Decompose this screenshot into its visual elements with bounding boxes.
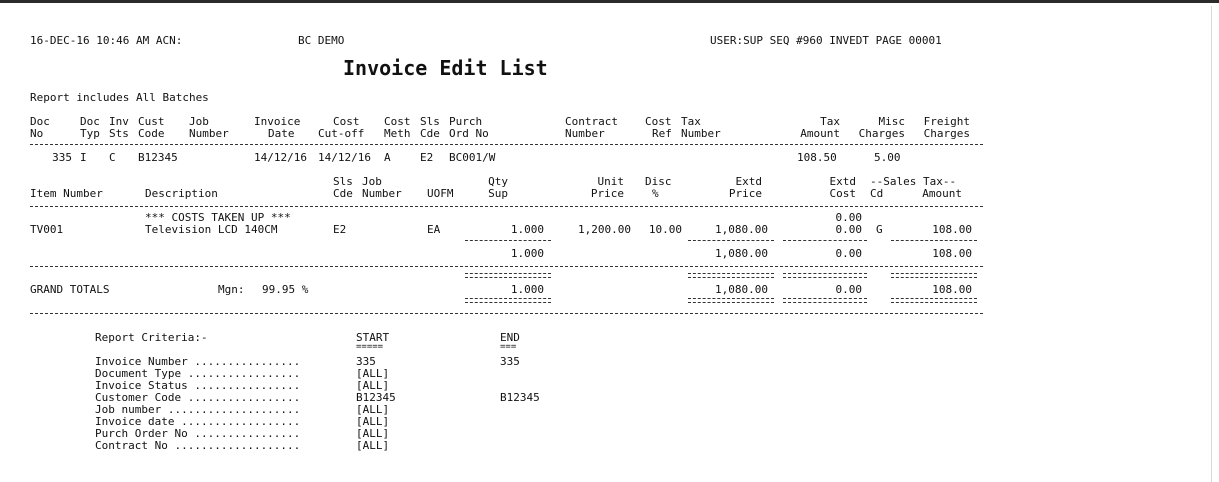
costs-taken-up-note: *** COSTS TAKEN UP *** bbox=[145, 211, 291, 224]
criteria-start: [ALL] bbox=[356, 367, 390, 380]
criteria-end: B12345 bbox=[500, 391, 540, 404]
grand-total-rule bbox=[465, 298, 551, 303]
batch-scope-note: Report includes All Batches bbox=[30, 91, 209, 104]
grand-total-rule bbox=[465, 273, 551, 278]
col-disc-1: Disc bbox=[645, 175, 672, 188]
criteria-start-underline: ===== bbox=[356, 342, 384, 352]
col-cost-meth-2: Meth bbox=[384, 127, 411, 140]
col-item-job-2: Number bbox=[362, 187, 402, 200]
col-purch-ord-2: Ord No bbox=[449, 127, 489, 140]
subtotal-rule bbox=[891, 240, 977, 241]
grand-total-rule bbox=[783, 273, 867, 278]
divider bbox=[30, 144, 983, 145]
criteria-start: [ALL] bbox=[356, 415, 390, 428]
col-freight-charges-2: Charges bbox=[923, 127, 970, 140]
col-sls-cde-2: Cde bbox=[420, 127, 440, 140]
item-description: Television LCD 140CM bbox=[145, 223, 278, 236]
col-item-sls-2: Cde bbox=[333, 187, 353, 200]
col-purch-ord-1: Purch bbox=[449, 115, 483, 128]
col-extd-cost-2: Cost bbox=[829, 187, 856, 200]
item-uofm: EA bbox=[427, 223, 441, 236]
company-name: BC DEMO bbox=[298, 34, 345, 47]
subtotal-extd-price: 1,080.00 bbox=[715, 247, 768, 260]
invoice-doc-typ: I bbox=[80, 151, 87, 164]
col-tax-number-2: Number bbox=[681, 127, 721, 140]
col-cost-ref-2: Ref bbox=[652, 127, 672, 140]
invoice-cost-cutoff: 14/12/16 bbox=[318, 151, 371, 164]
margin-value: 99.95 % bbox=[262, 283, 309, 296]
col-inv-sts-2: Sts bbox=[109, 127, 129, 140]
col-tax-amount: Amount bbox=[922, 187, 962, 200]
margin-label: Mgn: bbox=[218, 283, 245, 296]
invoice-doc-no: 335 bbox=[52, 151, 72, 164]
col-doc-typ-1: Doc bbox=[80, 115, 100, 128]
col-description: Description bbox=[145, 187, 218, 200]
invoice-status: C bbox=[109, 151, 116, 164]
invoice-cust-code: B12345 bbox=[138, 151, 178, 164]
criteria-end-underline: === bbox=[500, 342, 517, 352]
criteria-start-label: START bbox=[356, 331, 390, 344]
criteria-label: Contract No ................... bbox=[95, 439, 301, 452]
col-tax-amount-1: Tax bbox=[820, 115, 840, 128]
subtotal-tax-amount: 108.00 bbox=[932, 247, 972, 260]
col-unit-price-1: Unit bbox=[597, 175, 624, 188]
grand-total-rule bbox=[688, 298, 774, 303]
item-sls-cde: E2 bbox=[333, 223, 347, 236]
col-doc-typ-2: Typ bbox=[80, 127, 100, 140]
criteria-start: [ALL] bbox=[356, 379, 390, 392]
criteria-end: 335 bbox=[500, 355, 520, 368]
col-contract-2: Number bbox=[565, 127, 605, 140]
col-cost-ref-1: Cost bbox=[645, 115, 672, 128]
item-qty-sup: 1.000 bbox=[510, 223, 544, 236]
grand-extd-cost: 0.00 bbox=[835, 283, 862, 296]
col-doc-no-1: Doc bbox=[30, 115, 50, 128]
grand-total-rule bbox=[688, 273, 774, 278]
col-disc-2: % bbox=[652, 187, 659, 200]
col-extd-price-1: Extd bbox=[735, 175, 762, 188]
criteria-label: Invoice Number ................ bbox=[95, 355, 301, 368]
subtotal-rule bbox=[465, 240, 551, 241]
criteria-start: [ALL] bbox=[356, 403, 390, 416]
item-extd-price: 1,080.00 bbox=[715, 223, 768, 236]
col-misc-charges-1: Misc bbox=[878, 115, 905, 128]
invoice-purch-ord: BC001/W bbox=[449, 151, 496, 164]
item-number: TV001 bbox=[30, 223, 64, 236]
grand-total-rule bbox=[783, 298, 867, 303]
invoice-tax-amount: 108.50 bbox=[797, 151, 837, 164]
col-qty-1: Qty bbox=[488, 175, 508, 188]
invoice-misc-charges: 5.00 bbox=[874, 151, 901, 164]
col-cost-cutoff-1: Cost bbox=[333, 115, 360, 128]
item-unit-price: 1,200.00 bbox=[578, 223, 631, 236]
col-misc-charges-2: Charges bbox=[858, 127, 905, 140]
report-datetime: 16-DEC-16 10:46 AM ACN: bbox=[30, 34, 183, 47]
criteria-label: Customer Code ................. bbox=[95, 391, 301, 404]
invoice-sls-cde: E2 bbox=[420, 151, 434, 164]
col-item-job-1: Job bbox=[362, 175, 382, 188]
col-invoice-date-2: Date bbox=[268, 127, 295, 140]
subtotal-rule bbox=[783, 240, 867, 241]
criteria-label: Purch Order No ................ bbox=[95, 427, 301, 440]
note-cost: 0.00 bbox=[835, 211, 862, 224]
criteria-label: Document Type ................. bbox=[95, 367, 301, 380]
col-uofm: UOFM bbox=[427, 187, 454, 200]
subtotal-qty: 1.000 bbox=[510, 247, 544, 260]
grand-total-rule bbox=[891, 298, 977, 303]
col-tax-amount-2: Amount bbox=[800, 127, 840, 140]
item-extd-cost: 0.00 bbox=[835, 223, 862, 236]
col-job-number-1: Job bbox=[189, 115, 209, 128]
grand-totals-label: GRAND TOTALS bbox=[30, 283, 110, 296]
col-item-sls-1: Sls bbox=[333, 175, 353, 188]
criteria-end-label: END bbox=[500, 331, 520, 344]
col-tax-number-1: Tax bbox=[681, 115, 701, 128]
col-sales-tax: --Sales Tax-- bbox=[870, 175, 957, 188]
user-seq-page: USER:SUP SEQ #960 INVEDT PAGE 00001 bbox=[710, 34, 942, 47]
criteria-label: Invoice Status ................ bbox=[95, 379, 301, 392]
invoice-date: 14/12/16 bbox=[254, 151, 307, 164]
invoice-cost-meth: A bbox=[384, 151, 391, 164]
criteria-heading: Report Criteria:- bbox=[95, 331, 208, 344]
criteria-start: [ALL] bbox=[356, 439, 390, 452]
col-extd-price-2: Price bbox=[728, 187, 762, 200]
col-extd-cost-1: Extd bbox=[829, 175, 856, 188]
divider bbox=[30, 206, 983, 207]
col-inv-sts-1: Inv bbox=[109, 115, 129, 128]
col-cust-code-2: Code bbox=[138, 127, 165, 140]
col-invoice-date-1: Invoice bbox=[254, 115, 301, 128]
subtotal-rule bbox=[688, 240, 774, 241]
col-freight-charges-1: Freight bbox=[923, 115, 970, 128]
report-title: Invoice Edit List bbox=[343, 56, 548, 80]
item-disc: 10.00 bbox=[648, 223, 682, 236]
col-unit-price-2: Price bbox=[590, 187, 624, 200]
criteria-start: [ALL] bbox=[356, 427, 390, 440]
divider bbox=[30, 313, 983, 314]
col-cost-cutoff-2: Cut-off bbox=[318, 127, 365, 140]
col-job-number-2: Number bbox=[189, 127, 229, 140]
item-tax-amount: 108.00 bbox=[932, 223, 972, 236]
grand-total-rule bbox=[891, 273, 977, 278]
col-doc-no-2: No bbox=[30, 127, 44, 140]
criteria-label: Job number .................... bbox=[95, 403, 301, 416]
item-tax-cd: G bbox=[876, 223, 883, 236]
col-cost-meth-1: Cost bbox=[384, 115, 411, 128]
divider bbox=[30, 266, 983, 267]
grand-qty: 1.000 bbox=[510, 283, 544, 296]
col-qty-2: Sup bbox=[488, 187, 508, 200]
col-cust-code-1: Cust bbox=[138, 115, 165, 128]
criteria-start: B12345 bbox=[356, 391, 396, 404]
col-item-number: Item Number bbox=[30, 187, 103, 200]
grand-extd-price: 1,080.00 bbox=[715, 283, 768, 296]
subtotal-extd-cost: 0.00 bbox=[835, 247, 862, 260]
col-sls-cde-1: Sls bbox=[420, 115, 440, 128]
col-contract-1: Contract bbox=[565, 115, 618, 128]
criteria-start: 335 bbox=[356, 355, 376, 368]
viewer-edge bbox=[1211, 6, 1212, 482]
col-tax-cd: Cd bbox=[870, 187, 884, 200]
grand-tax-amount: 108.00 bbox=[932, 283, 972, 296]
criteria-label: Invoice date .................. bbox=[95, 415, 301, 428]
